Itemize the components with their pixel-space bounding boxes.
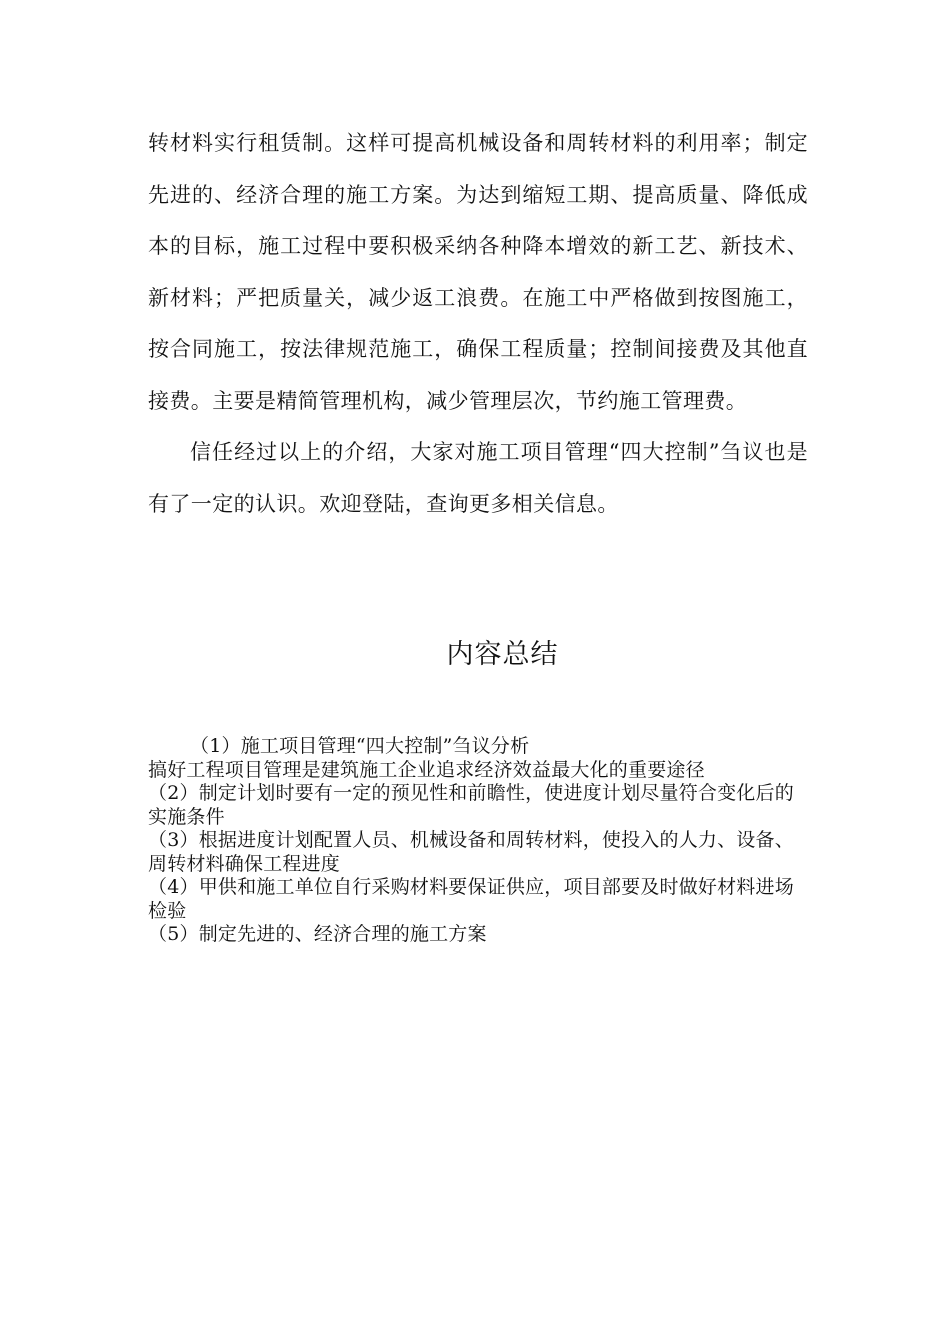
summary-line: （4）甲供和施工单位自行采购材料要保证供应，项目部要及时做好材料进场检验 <box>148 876 794 922</box>
summary-line: （5）制定先进的、经济合理的施工方案 <box>148 923 487 945</box>
summary-list <box>148 735 808 947</box>
body-text <box>148 118 808 530</box>
paragraph-continuation: 转材料实行租赁制。这样可提高机械设备和周转材料的利用率；制定先进的、经济合理的施工方案。为达到缩短工期、提高质量、降低成本的目标，施工过程中要积极采纳各种降本增效的新工艺、新技术、新材料；严把质量关，减少返工浪费。在施工中严格做到按图施工，按合同施工，按法律规范施工，确保工程质量；控制间接费及其他直接费。主要是精简管理机构，减少管理层次，节约施工管理费。 <box>148 131 808 413</box>
summary-line: （2）制定计划时要有一定的预见性和前瞻性，使进度计划尽量符合变化后的实施条件 <box>148 782 794 828</box>
summary-line: （1）施工项目管理“四大控制”刍议分析 <box>190 735 530 757</box>
paragraph-closing: 信任经过以上的介绍，大家对施工项目管理“四大控制”刍议也是有了一定的认识。欢迎登陆，查询更多相关信息。 <box>148 440 808 516</box>
summary-line: 搞好工程项目管理是建筑施工企业追求经济效益最大化的重要途径 <box>148 758 705 781</box>
summary-line: （3）根据进度计划配置人员、机械设备和周转材料，使投入的人力、设备、周转材料确保工程进度 <box>148 829 794 875</box>
summary-title: 内容总结 <box>446 639 559 670</box>
